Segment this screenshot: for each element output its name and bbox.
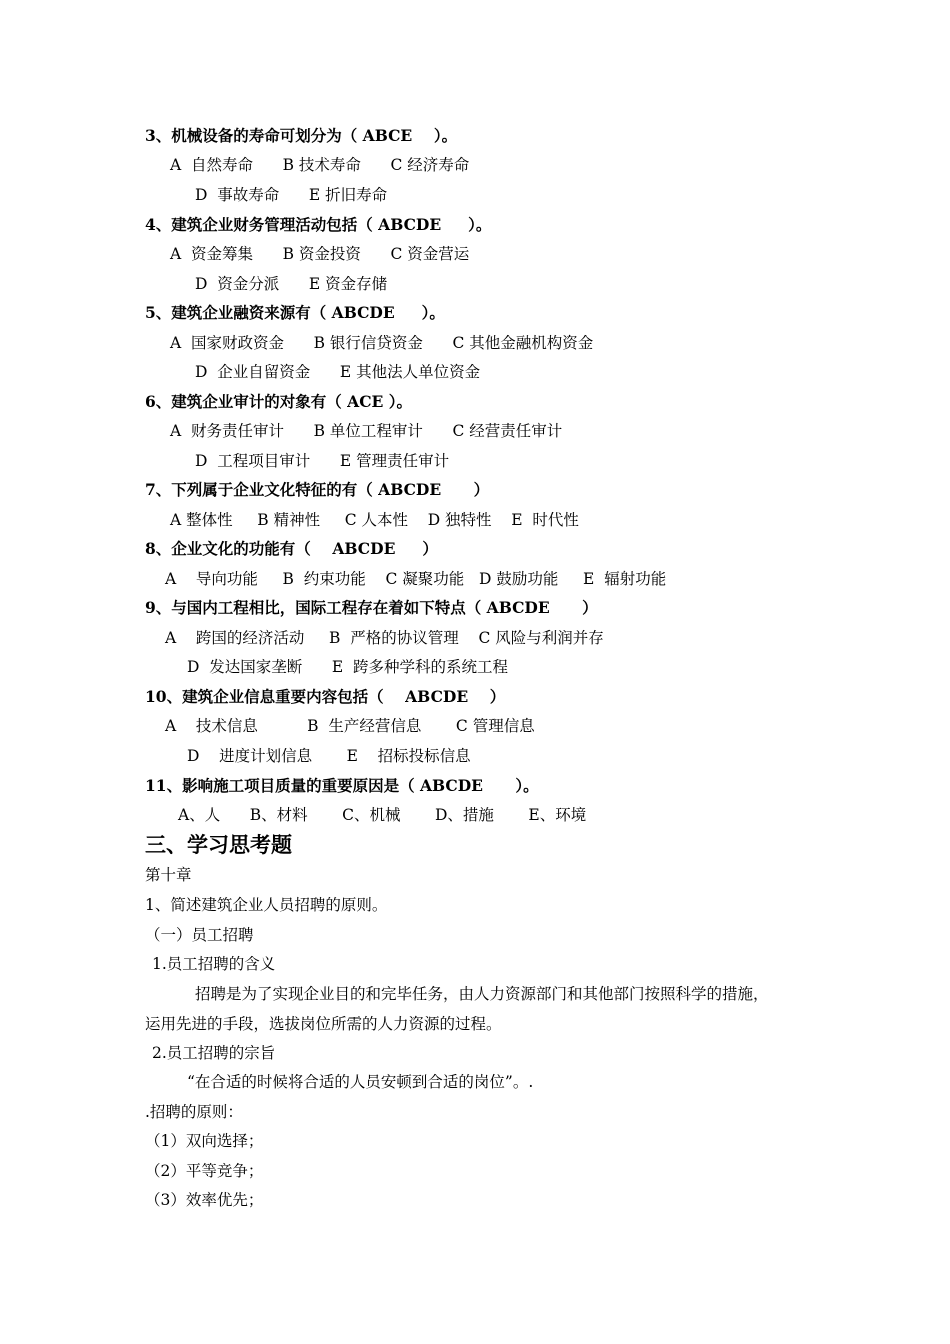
question-11-options-line-1: A、人 B、材料 C、机械 D、措施 E、环境 [178, 806, 587, 824]
question-4-options-line-1: A 资金筹集 B 资金投资 C 资金营运 [170, 245, 470, 263]
body-line-10: （2）平等竞争； [145, 1162, 264, 1180]
question-10-options-line-2: D 进度计划信息 E 招标投标信息 [187, 747, 471, 765]
body-line-5: 运用先进的手段，选拔岗位所需的人力资源的过程。 [145, 1015, 502, 1033]
question-11-title: 11、影响施工项目质量的重要原因是（ ABCDE ）。 [145, 776, 539, 795]
body-line-1: 1、简述建筑企业人员招聘的原则。 [145, 896, 388, 914]
body-line-6: 2.员工招聘的宗旨 [152, 1044, 276, 1062]
question-5-options-line-1: A 国家财政资金 B 银行信贷资金 C 其他金融机构资金 [170, 334, 594, 352]
question-10-title: 10、建筑企业信息重要内容包括（ ABCDE ） [145, 687, 506, 706]
question-6-title: 6、建筑企业审计的对象有（ ACE ）。 [145, 392, 413, 411]
question-3-options-line-2: D 事故寿命 E 折旧寿命 [195, 186, 388, 204]
chapter-label: 第十章 [145, 866, 192, 884]
question-8-options-line-1: A 导向功能 B 约束功能 C 凝聚功能 D 鼓励功能 E 辐射功能 [165, 570, 667, 588]
body-line-4: 招聘是为了实现企业目的和完毕任务，由人力资源部门和其他部门按照科学的措施， [195, 985, 769, 1003]
question-4-options-line-2: D 资金分派 E 资金存储 [195, 275, 388, 293]
question-9-options-line-1: A 跨国的经济活动 B 严格的协议管理 C 风险与利润并存 [165, 629, 604, 647]
question-10-options-line-1: A 技术信息 B 生产经营信息 C 管理信息 [165, 717, 535, 735]
section-heading: 三、学习思考题 [145, 832, 292, 857]
question-8-title: 8、企业文化的功能有（ ABCDE ） [145, 539, 438, 558]
question-4-title: 4、建筑企业财务管理活动包括（ ABCDE ）。 [145, 215, 492, 234]
body-line-11: （3）效率优先； [145, 1191, 264, 1209]
question-3-options-line-1: A 自然寿命 B 技术寿命 C 经济寿命 [170, 156, 470, 174]
question-7-options-line-1: A 整体性 B 精神性 C 人本性 D 独特性 E 时代性 [170, 511, 579, 529]
body-line-3: 1.员工招聘的含义 [152, 955, 276, 973]
question-6-options-line-2: D 工程项目审计 E 管理责任审计 [195, 452, 450, 470]
body-line-8: .招聘的原则： [145, 1103, 243, 1121]
question-3-title: 3、机械设备的寿命可划分为（ ABCE ）。 [145, 126, 458, 145]
question-5-options-line-2: D 企业自留资金 E 其他法人单位资金 [195, 363, 481, 381]
body-line-9: （1）双向选择； [145, 1132, 264, 1150]
question-6-options-line-1: A 财务责任审计 B 单位工程审计 C 经营责任审计 [170, 422, 563, 440]
body-line-2: （一）员工招聘 [145, 926, 254, 944]
body-line-7: “在合适的时候将合适的人员安顿到合适的岗位”。. [187, 1073, 534, 1091]
question-9-title: 9、与国内工程相比，国际工程存在着如下特点（ ABCDE ） [145, 598, 598, 617]
question-7-title: 7、下列属于企业文化特征的有（ ABCDE ） [145, 480, 490, 499]
question-9-options-line-2: D 发达国家垄断 E 跨多种学科的系统工程 [187, 658, 509, 676]
question-5-title: 5、建筑企业融资来源有（ ABCDE ）。 [145, 303, 445, 322]
